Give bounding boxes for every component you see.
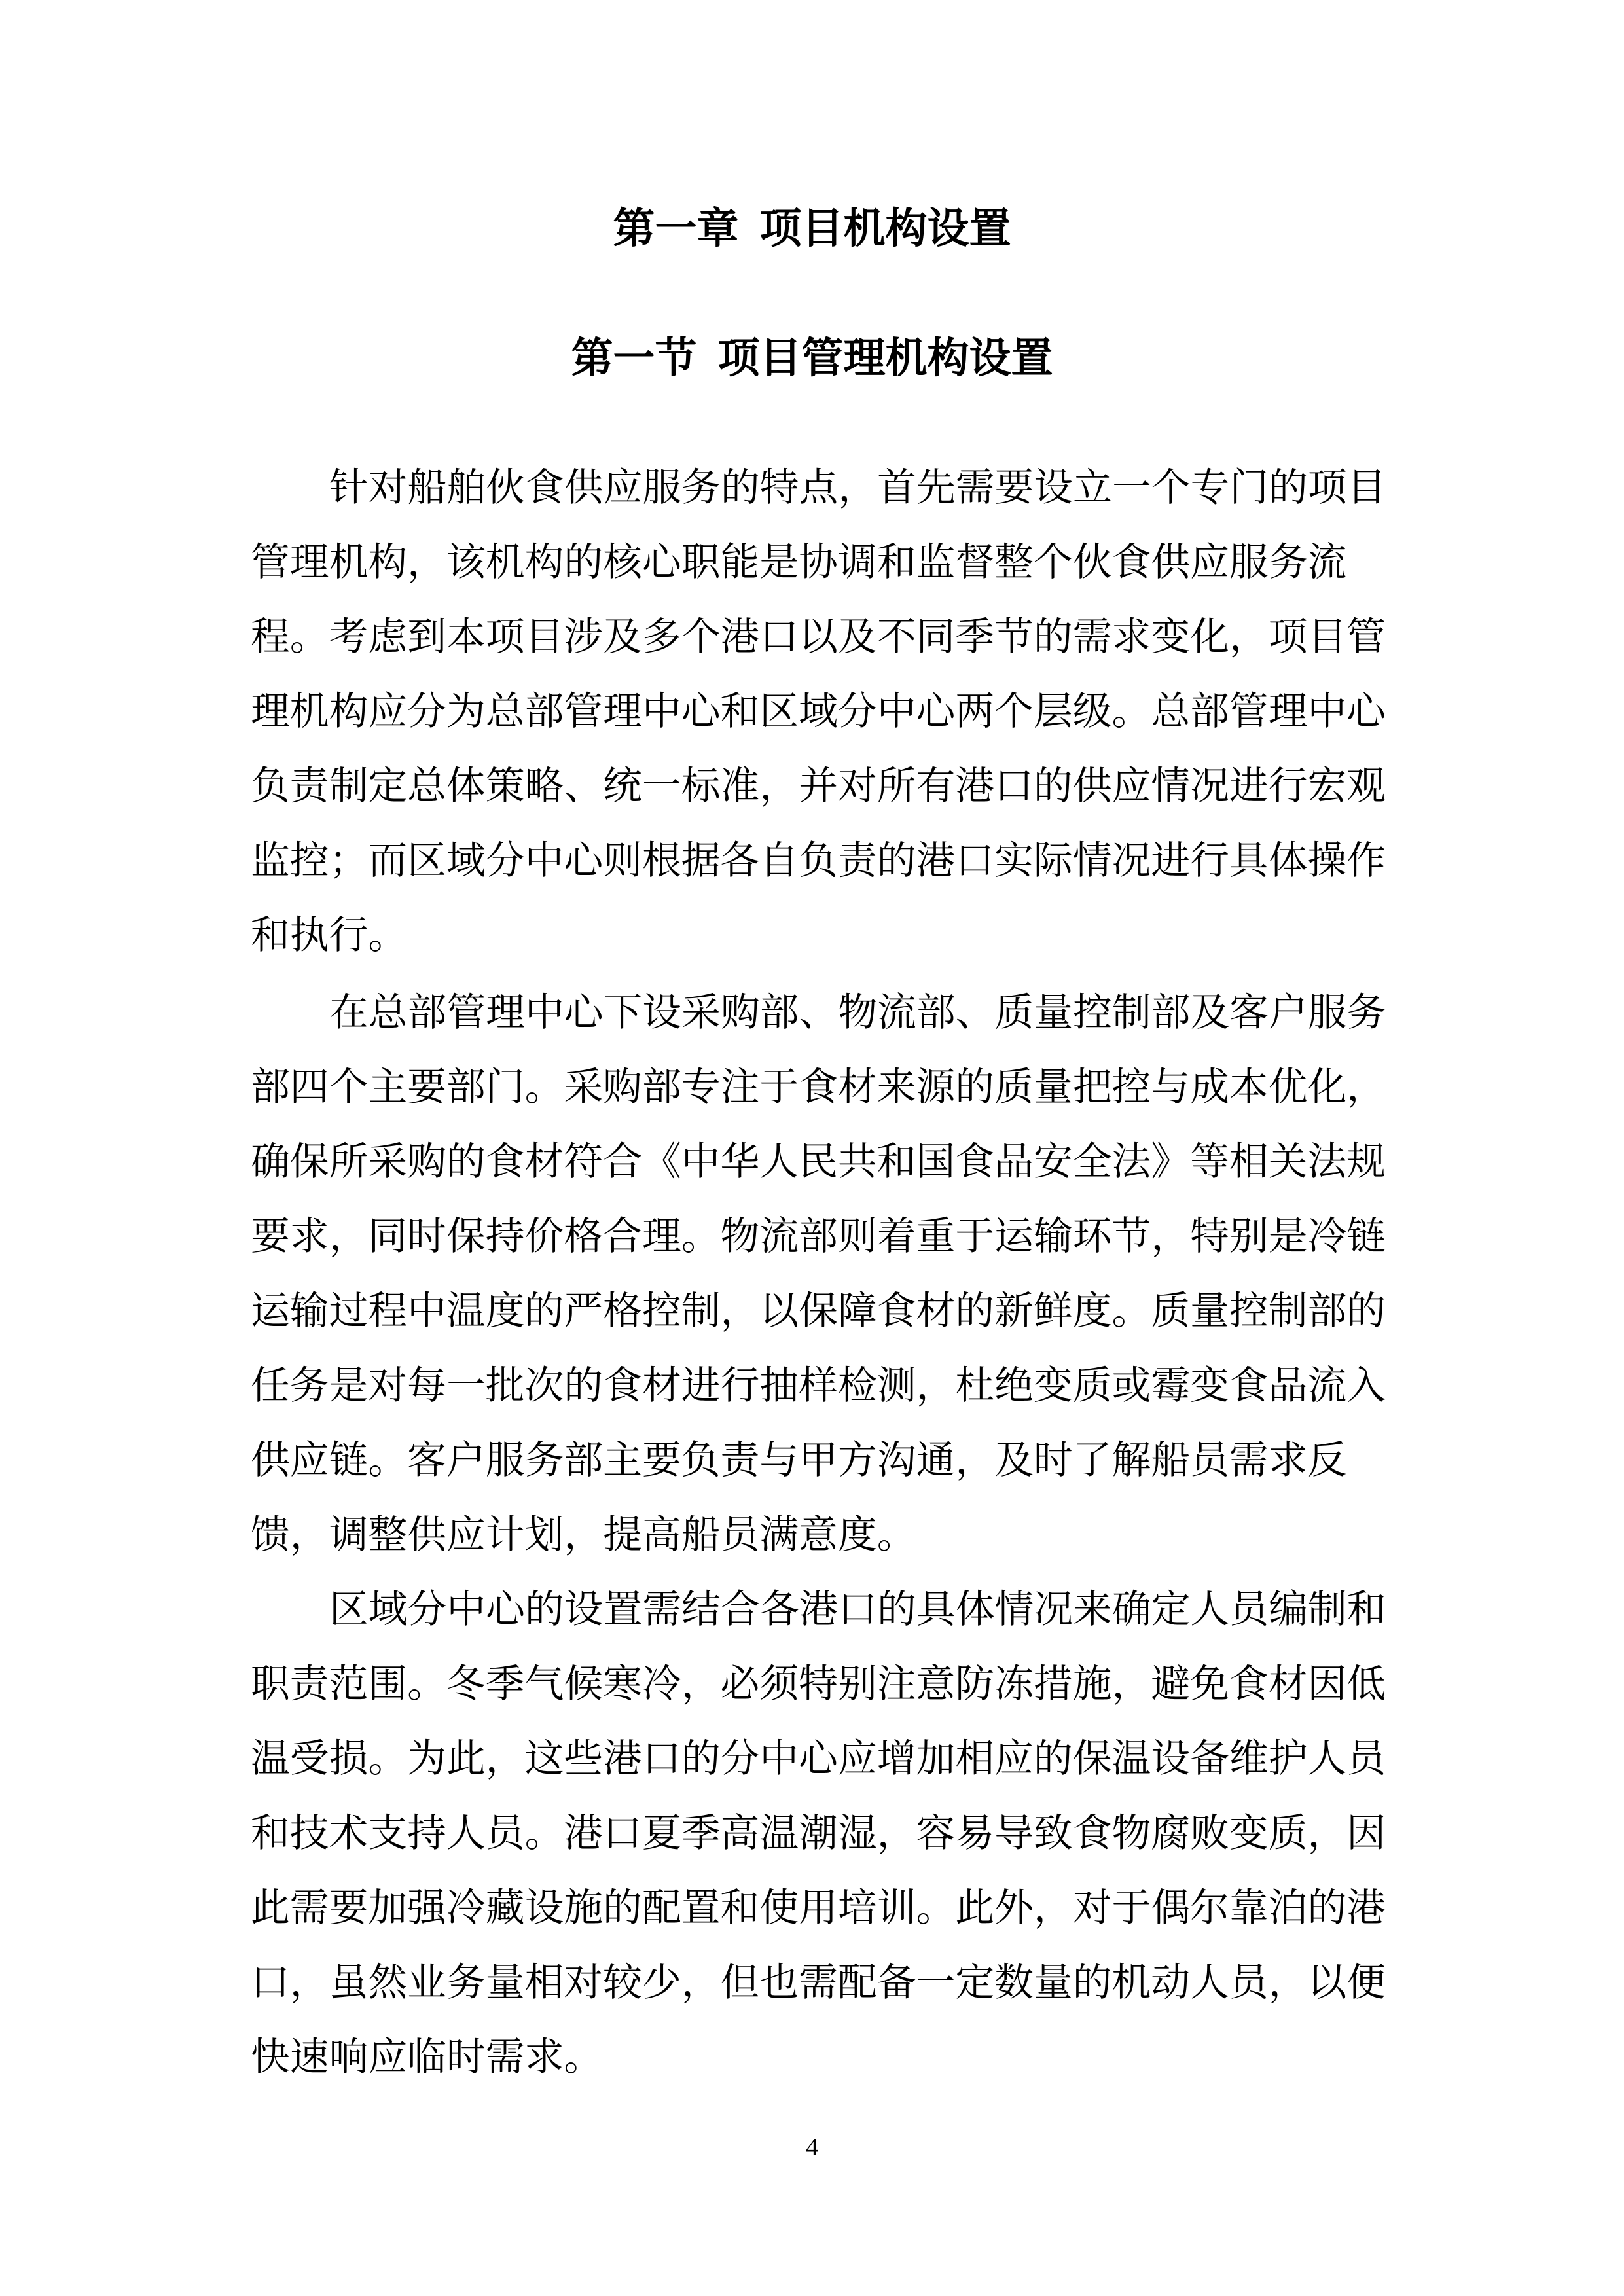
paragraph [251, 975, 1390, 1572]
text-line: 理机构应分为总部管理中心和区域分中心两个层级。总部管理中心 [251, 690, 1386, 733]
text-line: 和技术支持人员。港口夏季高温潮湿，容易导致食物腐败变质，因 [251, 1812, 1386, 1855]
page-number: 4 [806, 2134, 818, 2161]
text-line: 职责范围。冬季气候寒冷，必须特别注意防冻措施，避免食材因低 [251, 1662, 1386, 1706]
section-title: 第一节 项目管理机构设置 [571, 335, 1053, 382]
text-line: 负责制定总体策略、统一标准，并对所有港口的供应情况进行宏观 [251, 764, 1386, 808]
chapter-title: 第一章 项目机构设置 [613, 206, 1011, 252]
text-line: 口，虽然业务量相对较少，但也需配备一定数量的机动人员，以便 [251, 1961, 1386, 2004]
text-line: 馈，调整供应计划，提高船员满意度。 [251, 1513, 916, 1556]
text-line: 程。考虑到本项目涉及多个港口以及不同季节的需求变化，项目管 [251, 615, 1386, 658]
text-line: 针对船舶伙食供应服务的特点，首先需要设立一个专门的项目 [329, 466, 1386, 509]
text-line: 区域分中心的设置需结合各港口的具体情况来确定人员编制和 [329, 1588, 1386, 1631]
text-line: 部四个主要部门。采购部专注于食材来源的质量把控与成本优化， [251, 1066, 1386, 1109]
text-line: 和执行。 [251, 914, 408, 957]
text-line: 任务是对每一批次的食材进行抽样检测，杜绝变质或霉变食品流入 [251, 1364, 1386, 1407]
body-text [251, 450, 1390, 2094]
text-line: 监控；而区域分中心则根据各自负责的港口实际情况进行具体操作 [251, 839, 1386, 882]
text-line: 要求，同时保持价格合理。物流部则着重于运输环节，特别是冷链 [251, 1215, 1386, 1258]
paragraph [251, 450, 1390, 973]
text-line: 快速响应临时需求。 [251, 2036, 604, 2079]
paragraph [251, 1572, 1390, 2094]
text-line: 确保所采购的食材符合《中华人民共和国食品安全法》等相关法规 [251, 1140, 1386, 1183]
text-line: 运输过程中温度的严格控制，以保障食材的新鲜度。质量控制部的 [251, 1289, 1386, 1333]
text-line: 温受损。为此，这些港口的分中心应增加相应的保温设备维护人员 [251, 1737, 1386, 1780]
text-line: 管理机构，该机构的核心职能是协调和监督整个伙食供应服务流 [251, 541, 1347, 584]
text-line: 供应链。客户服务部主要负责与甲方沟通，及时了解船员需求反 [251, 1439, 1347, 1482]
text-line: 在总部管理中心下设采购部、物流部、质量控制部及客户服务 [329, 991, 1386, 1034]
text-line: 此需要加强冷藏设施的配置和使用培训。此外，对于偶尔靠泊的港 [251, 1886, 1386, 1929]
